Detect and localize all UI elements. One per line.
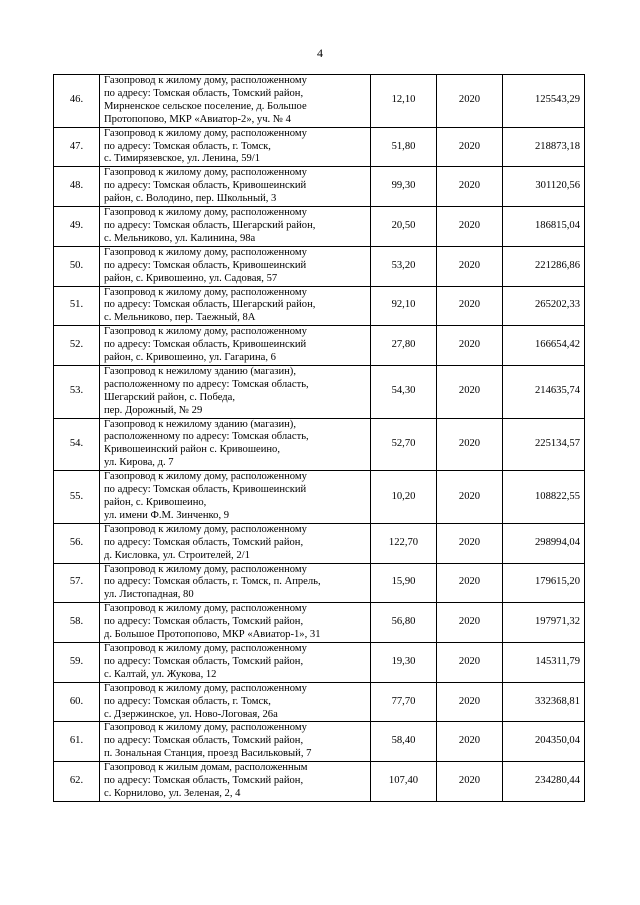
row-number: 46.	[54, 75, 100, 128]
object-description	[100, 286, 371, 326]
table-row	[54, 603, 585, 643]
construction-year: 2020	[437, 246, 503, 286]
table-row	[54, 246, 585, 286]
description-line: с. Мельниково, ул. Калинина, 98а	[104, 232, 256, 244]
table-row	[54, 471, 585, 524]
construction-year: 2020	[437, 603, 503, 643]
table-row	[54, 762, 585, 802]
object-description	[100, 326, 371, 366]
pipeline-length: 15,90	[371, 563, 437, 603]
pipeline-registry-table	[53, 74, 585, 802]
description-line: Газопровод к нежилому зданию (магазин),	[104, 365, 296, 377]
object-description	[100, 563, 371, 603]
object-cost: 234280,44	[503, 762, 585, 802]
object-cost: 179615,20	[503, 563, 585, 603]
description-line: расположенному по адресу: Томская область,	[104, 378, 309, 390]
table-row	[54, 75, 585, 128]
description-line: по адресу: Томская область, Томский район,	[104, 536, 304, 548]
construction-year: 2020	[437, 207, 503, 247]
description-line: Газопровод к жилому дому, расположенному	[104, 207, 307, 219]
page-number: 4	[317, 46, 323, 60]
description-line: по адресу: Томская область, Томский район,	[104, 87, 304, 99]
description-line: Газопровод к жилому дому, расположенному	[104, 127, 307, 139]
object-cost: 145311,79	[503, 642, 585, 682]
description-line: район, с. Кривошеино,	[104, 497, 207, 508]
construction-year: 2020	[437, 682, 503, 722]
construction-year: 2020	[437, 642, 503, 682]
object-description	[100, 365, 371, 418]
object-description	[100, 682, 371, 722]
table-row	[54, 326, 585, 366]
row-number: 50.	[54, 246, 100, 286]
description-line: Газопровод к жилому дому, расположенному	[104, 603, 307, 615]
object-description	[100, 523, 371, 563]
row-number: 59.	[54, 642, 100, 682]
object-cost: 221286,86	[503, 246, 585, 286]
description-line: Газопровод к жилому дому, расположенному	[104, 642, 307, 654]
construction-year: 2020	[437, 471, 503, 524]
description-line: по адресу: Томская область, Шегарский район,	[104, 219, 316, 231]
description-line: Газопровод к жилому дому, расположенному	[104, 682, 307, 694]
pipeline-length: 77,70	[371, 682, 437, 722]
table-row	[54, 682, 585, 722]
row-number: 52.	[54, 326, 100, 366]
table-row	[54, 418, 585, 471]
pipeline-length: 12,10	[371, 75, 437, 128]
pipeline-length: 27,80	[371, 326, 437, 366]
description-line: расположенному по адресу: Томская область,	[104, 431, 309, 443]
pipeline-length: 92,10	[371, 286, 437, 326]
description-line: по адресу: Томская область, Кривошеинский	[104, 339, 307, 351]
description-line: ул. имени Ф.М. Зинченко, 9	[104, 509, 230, 521]
row-number: 47.	[54, 127, 100, 167]
pipeline-length: 99,30	[371, 167, 437, 207]
description-line: с. Тимирязевское, ул. Ленина, 59/1	[104, 153, 261, 165]
construction-year: 2020	[437, 762, 503, 802]
table-row	[54, 365, 585, 418]
object-description	[100, 762, 371, 802]
description-line: по адресу: Томская область, г. Томск,	[104, 140, 271, 152]
description-line: Газопровод к жилому дому, расположенному	[104, 75, 307, 86]
object-cost: 332368,81	[503, 682, 585, 722]
description-line: Мирненское сельское поселение, д. Большое	[104, 100, 307, 112]
pipeline-length: 53,20	[371, 246, 437, 286]
description-line: ул. Листопадная, 80	[104, 589, 194, 601]
row-number: 57.	[54, 563, 100, 603]
description-line: по адресу: Томская область, г. Томск, п. Апрель,	[104, 576, 321, 588]
table-body	[54, 75, 585, 802]
description-line: по адресу: Томская область, Томский район,	[104, 655, 304, 667]
object-description	[100, 642, 371, 682]
object-description	[100, 246, 371, 286]
description-line: по адресу: Томская область, Томский район,	[104, 735, 304, 747]
object-cost: 265202,33	[503, 286, 585, 326]
table-row	[54, 722, 585, 762]
description-line: по адресу: Томская область, Кривошеинский	[104, 180, 307, 192]
pipeline-length: 58,40	[371, 722, 437, 762]
description-line: по адресу: Томская область, Томский район,	[104, 775, 304, 787]
description-line: д. Большое Протопопово, МКР «Авиатор-1», 31	[104, 629, 321, 641]
object-cost: 301120,56	[503, 167, 585, 207]
object-cost: 108822,55	[503, 471, 585, 524]
description-line: с. Корнилово, ул. Зеленая, 2, 4	[104, 787, 241, 799]
object-description	[100, 471, 371, 524]
row-number: 55.	[54, 471, 100, 524]
description-line: Газопровод к жилому дому, расположенному	[104, 326, 307, 338]
object-cost: 197971,32	[503, 603, 585, 643]
construction-year: 2020	[437, 127, 503, 167]
description-line: Шегарский район, с. Победа,	[104, 391, 235, 403]
description-line: пер. Дорожный, № 29	[104, 404, 203, 416]
pipeline-length: 19,30	[371, 642, 437, 682]
row-number: 61.	[54, 722, 100, 762]
description-line: п. Зональная Станция, проезд Васильковый, 7	[104, 748, 312, 760]
object-cost: 186815,04	[503, 207, 585, 247]
table-row	[54, 127, 585, 167]
object-description	[100, 75, 371, 128]
object-cost: 214635,74	[503, 365, 585, 418]
row-number: 48.	[54, 167, 100, 207]
description-line: Газопровод к жилому дому, расположенному	[104, 246, 307, 258]
description-line: с. Калтай, ул. Жукова, 12	[104, 668, 217, 680]
object-description	[100, 722, 371, 762]
object-cost: 225134,57	[503, 418, 585, 471]
pipeline-length: 20,50	[371, 207, 437, 247]
row-number: 56.	[54, 523, 100, 563]
pipeline-length: 107,40	[371, 762, 437, 802]
description-line: по адресу: Томская область, Томский район,	[104, 616, 304, 628]
description-line: по адресу: Томская область, Кривошеинский	[104, 259, 307, 271]
row-number: 53.	[54, 365, 100, 418]
construction-year: 2020	[437, 286, 503, 326]
description-line: Газопровод к жилому дому, расположенному	[104, 722, 307, 734]
description-line: Газопровод к нежилому зданию (магазин),	[104, 418, 296, 430]
description-line: Газопровод к жилым домам, расположенным	[104, 762, 308, 774]
object-cost: 218873,18	[503, 127, 585, 167]
row-number: 49.	[54, 207, 100, 247]
construction-year: 2020	[437, 365, 503, 418]
table-row	[54, 642, 585, 682]
object-description	[100, 167, 371, 207]
object-description	[100, 207, 371, 247]
object-cost: 166654,42	[503, 326, 585, 366]
description-line: Газопровод к жилому дому, расположенному	[104, 471, 307, 483]
description-line: по адресу: Томская область, г. Томск,	[104, 695, 271, 707]
description-line: по адресу: Томская область, Кривошеинский	[104, 484, 307, 496]
row-number: 62.	[54, 762, 100, 802]
object-description	[100, 603, 371, 643]
construction-year: 2020	[437, 75, 503, 128]
description-line: Газопровод к жилому дому, расположенному	[104, 286, 307, 298]
description-line: район, с. Кривошеино, ул. Садовая, 57	[104, 272, 278, 284]
description-line: Протопопово, МКР «Авиатор-2», уч. № 4	[104, 113, 291, 125]
row-number: 51.	[54, 286, 100, 326]
pipeline-length: 122,70	[371, 523, 437, 563]
description-line: по адресу: Томская область, Шегарский район,	[104, 299, 316, 311]
construction-year: 2020	[437, 563, 503, 603]
object-description	[100, 127, 371, 167]
description-line: район, с. Кривошеино, ул. Гагарина, 6	[104, 352, 276, 364]
description-line: ул. Кирова, д. 7	[104, 457, 174, 469]
object-cost: 298994,04	[503, 523, 585, 563]
construction-year: 2020	[437, 167, 503, 207]
description-line: с. Дзержинское, ул. Ново-Логовая, 26а	[104, 708, 278, 720]
row-number: 60.	[54, 682, 100, 722]
description-line: Газопровод к жилому дому, расположенному	[104, 523, 307, 535]
table-row	[54, 523, 585, 563]
table-row	[54, 207, 585, 247]
pipeline-length: 52,70	[371, 418, 437, 471]
object-cost: 204350,04	[503, 722, 585, 762]
pipeline-length: 10,20	[371, 471, 437, 524]
pipeline-length: 56,80	[371, 603, 437, 643]
row-number: 54.	[54, 418, 100, 471]
table-row	[54, 167, 585, 207]
description-line: Кривошеинский район с. Кривошеино,	[104, 444, 280, 456]
construction-year: 2020	[437, 418, 503, 471]
construction-year: 2020	[437, 326, 503, 366]
table-row	[54, 286, 585, 326]
construction-year: 2020	[437, 722, 503, 762]
object-cost: 125543,29	[503, 75, 585, 128]
description-line: район, с. Володино, пер. Школьный, 3	[104, 193, 277, 205]
pipeline-length: 54,30	[371, 365, 437, 418]
construction-year: 2020	[437, 523, 503, 563]
description-line: д. Кисловка, ул. Строителей, 2/1	[104, 549, 250, 561]
description-line: Газопровод к жилому дому, расположенному	[104, 563, 307, 575]
pipeline-length: 51,80	[371, 127, 437, 167]
description-line: с. Мельниково, пер. Таежный, 8А	[104, 312, 256, 324]
object-description	[100, 418, 371, 471]
row-number: 58.	[54, 603, 100, 643]
description-line: Газопровод к жилому дому, расположенному	[104, 167, 307, 179]
table-row	[54, 563, 585, 603]
